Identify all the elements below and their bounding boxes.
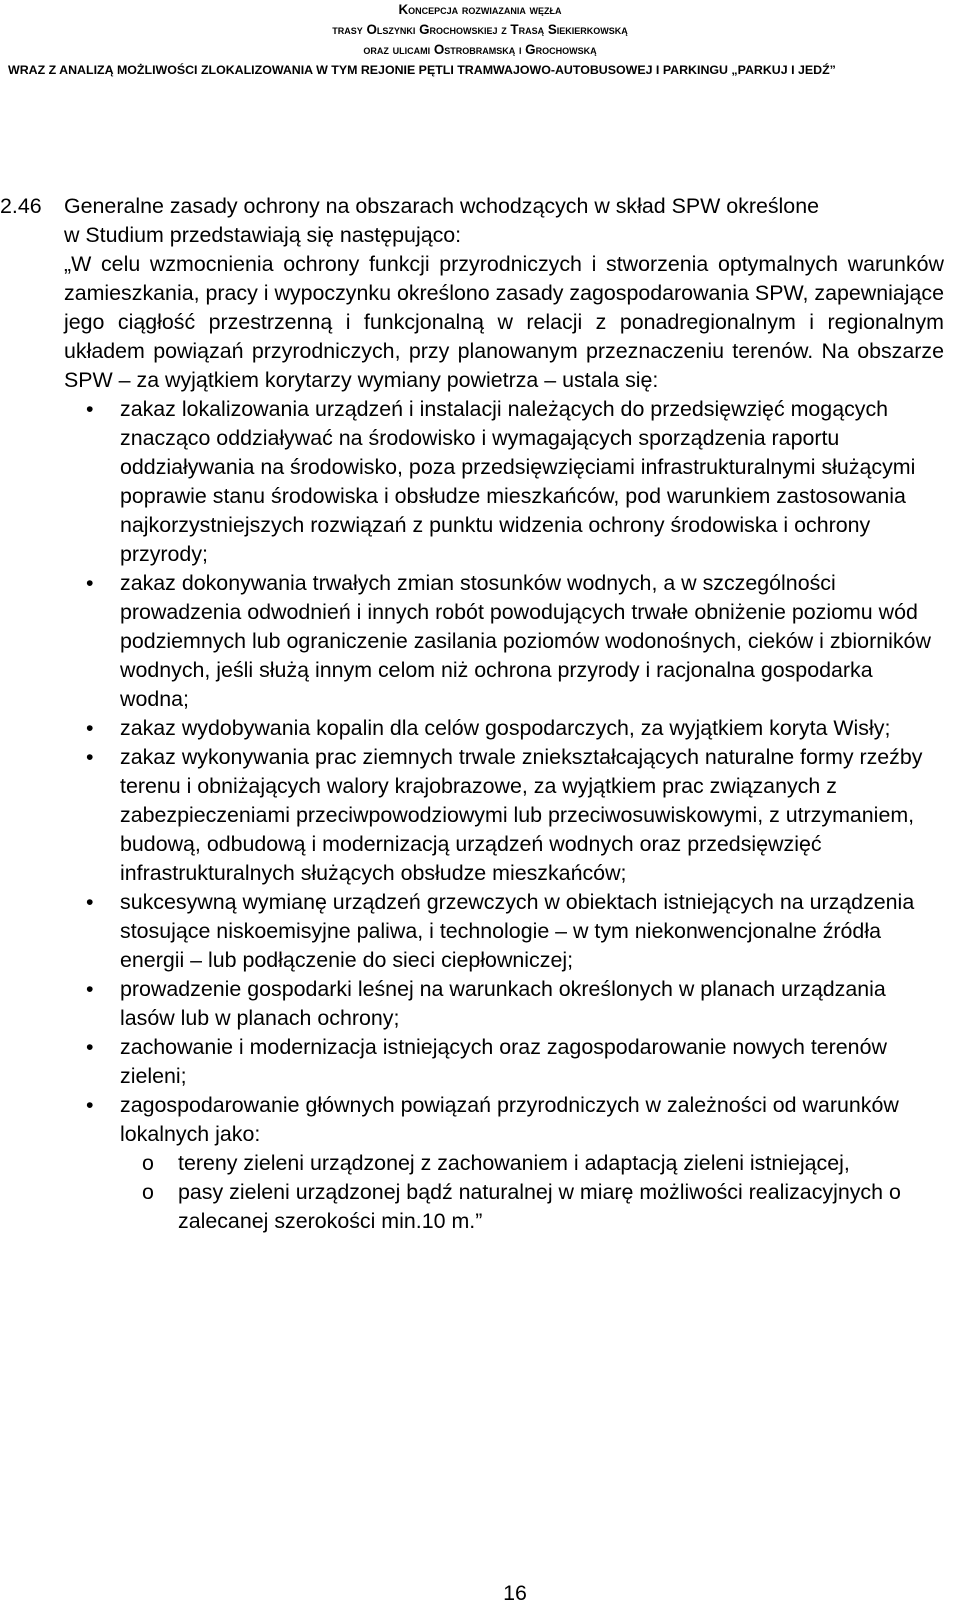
header-title-line-1: Koncepcja rozwiazania węzła [398, 2, 562, 17]
sub-list-item-text: pasy zieleni urządzonej bądź naturalnej w miarę możliwości realizacyjnych o zalecanej szerokości min.10 m.” [178, 1180, 901, 1233]
bullet-icon: • [86, 571, 94, 595]
header-title-line-4: WRAZ Z ANALIZĄ MOŻLIWOŚCI ZLOKALIZOWANIA W TYM REJONIE PĘTLI TRAMWAJOWO-AUTOBUSOWEJ I PARKINGU „PARKUJ I JEDŹ” [8, 63, 836, 77]
list-item-text: sukcesywną wymianę urządzeń grzewczych w obiektach istniejących na urządzenia stosujące niskoemisyjne paliwa, i technologie – w tym niekonwencjonalne źródła energii – lub podłączenie do sieci ciepłowniczej; [120, 890, 915, 972]
list-item-text: prowadzenie gospodarki leśnej na warunkach określonych w planach urządzania lasów lub w planach ochrony; [120, 977, 886, 1030]
list-item-text: zagospodarowanie głównych powiązań przyrodniczych w zależności od warunków lokalnych jako: [120, 1093, 899, 1146]
quote-intro-paragraph: „W celu wzmocnienia ochrony funkcji przyrodniczych i stworzenia optymalnych warunków zamieszkania, pracy i wypoczynku określono zasady zagospodarowania SPW, zapewniające jego ciągłość przestrzenną i funkcjonalną w relacji z ponadregionalnym i regionalnym układem powiązań przyrodniczych, przy planowanym przeznaczeniu terenów. Na obszarze SPW – za wyjątkiem korytarzy wymiany powietrza – ustala się: [64, 252, 944, 392]
bullet-icon: • [86, 977, 94, 1001]
list-item-text: zachowanie i modernizacja istniejących oraz zagospodarowanie nowych terenów zieleni; [120, 1035, 887, 1088]
list-item [64, 1033, 944, 1091]
section-number: 2.46 [0, 194, 42, 218]
document-header [0, 0, 960, 80]
document-body [0, 192, 960, 1236]
bullet-list [64, 395, 944, 1236]
list-item [64, 1091, 944, 1236]
section-heading-line-1 [0, 192, 960, 221]
bullet-icon: • [86, 890, 94, 914]
list-item [64, 395, 944, 569]
sub-bullet-icon: o [142, 1180, 154, 1204]
sub-list-item [120, 1149, 944, 1178]
header-title-line-2: trasy Olszynki Grochowskiej z Trasą Siekierkowską [332, 22, 628, 37]
page-number: 16 [503, 1581, 527, 1605]
list-item-text: zakaz wykonywania prac ziemnych trwale zniekształcających naturalne formy rzeźby terenu i obniżających walory krajobrazowe, za wyjątkiem prac związanych z zabezpieczeniami przeciwpowodziowymi lub przeciwosuwiskowymi, z utrzymaniem, budową, odbudową i modernizacją urządzeń wodnych oraz przedsięwzięć infrastrukturalnych służących obsłudze mieszkańców; [120, 745, 923, 885]
list-item-text: zakaz lokalizowania urządzeń i instalacji należących do przedsięwzięć mogących znacząco oddziaływać na środowisko i wymagających sporządzenia raportu oddziaływania na środowisko, poza przedsięwzięciami infrastrukturalnymi służącymi poprawie stanu środowiska i obsłudze mieszkańców, pod warunkiem zastosowania najkorzystniejszych rozwiązań z punktu widzenia ochrony środowiska i ochrony przyrody; [120, 397, 916, 566]
list-item-text: zakaz wydobywania kopalin dla celów gospodarczych, za wyjątkiem koryta Wisły; [120, 716, 891, 740]
list-item [64, 975, 944, 1033]
list-item [64, 888, 944, 975]
list-item [64, 714, 944, 743]
section-heading-text-1: Generalne zasady ochrony na obszarach wchodzących w skład SPW określone [64, 194, 820, 218]
sub-list [120, 1149, 944, 1236]
list-item [64, 569, 944, 714]
sub-bullet-icon: o [142, 1151, 154, 1175]
list-item [64, 743, 944, 888]
sub-list-item-text: tereny zieleni urządzonej z zachowaniem i adaptacją zieleni istniejącej, [178, 1151, 850, 1175]
bullet-icon: • [86, 1035, 94, 1059]
header-title-line-3: oraz ulicami Ostrobramską i Grochowską [363, 42, 597, 57]
sub-list-item [120, 1178, 944, 1236]
bullet-icon: • [86, 716, 94, 740]
bullet-icon: • [86, 1093, 94, 1117]
list-item-text: zakaz dokonywania trwałych zmian stosunków wodnych, a w szczególności prowadzenia odwodnień i innych robót powodujących trwałe obniżenie poziomu wód podziemnych lub ograniczenie zasilania poziomów wodonośnych, cieków i zbiorników wodnych, jeśli służą innym celom niż ochrona przyrody i racjonalna gospodarka wodna; [120, 571, 931, 711]
bullet-icon: • [86, 745, 94, 769]
section-heading-line-2: w Studium przedstawiają się następująco: [64, 223, 462, 247]
bullet-icon: • [86, 397, 94, 421]
